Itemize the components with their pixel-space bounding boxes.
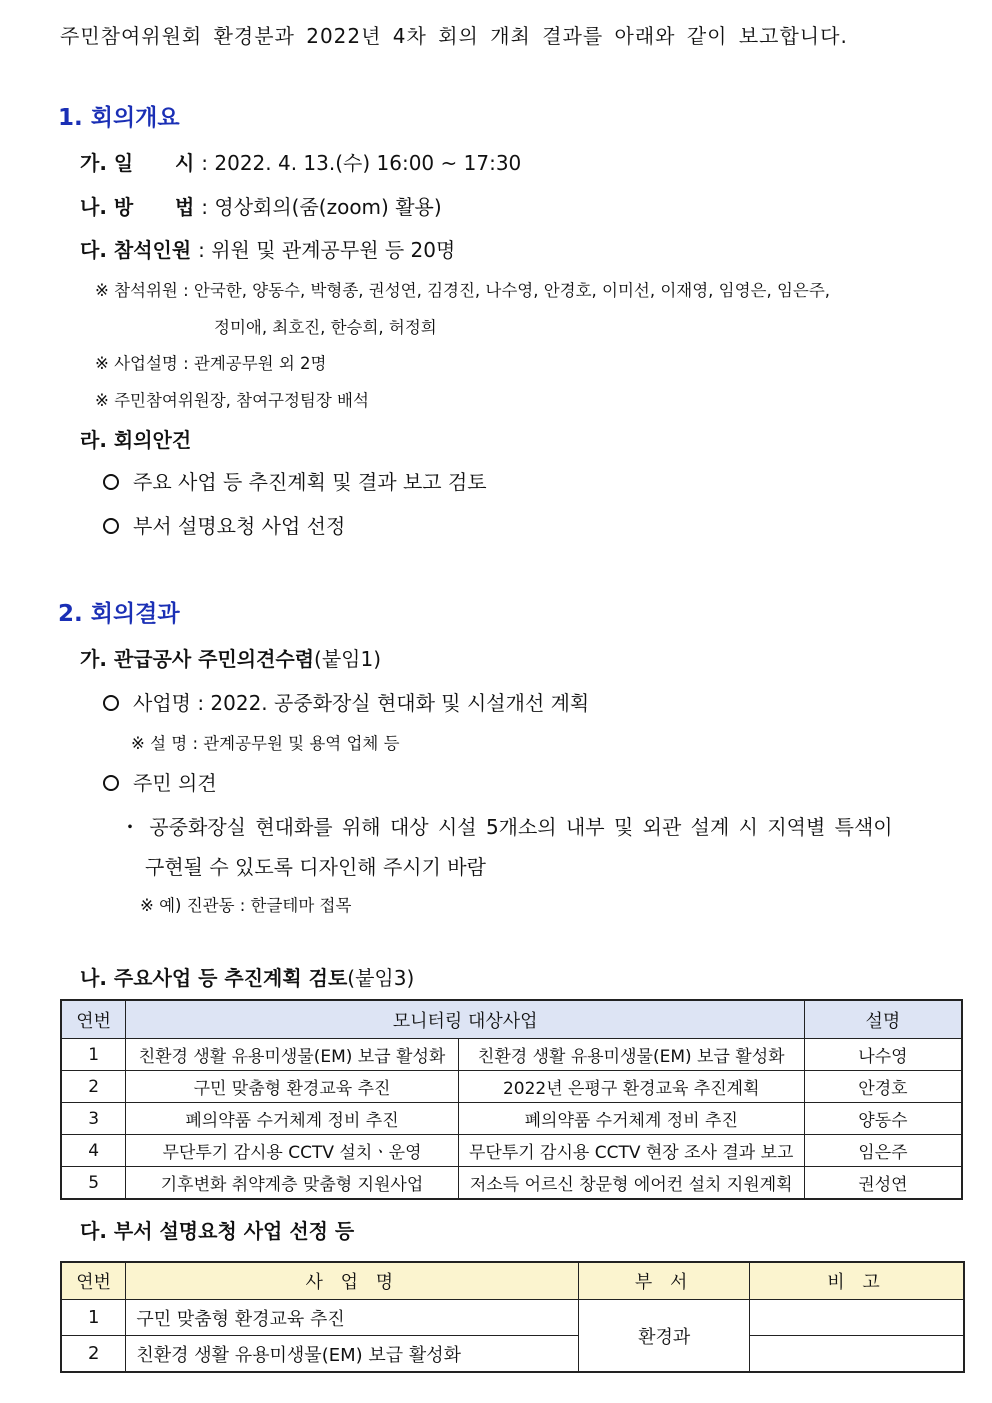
cell-presenter: 나수영 <box>804 1039 962 1071</box>
table-row <box>61 1039 962 1071</box>
circle-bullet-icon <box>103 775 119 791</box>
table-row <box>61 1300 964 1336</box>
cell-detail: 폐의약품 수거체계 정비 추진 <box>458 1103 804 1135</box>
header-project: 모니터링 대상사업 <box>126 1000 804 1039</box>
cell-department: 환경과 <box>579 1300 750 1373</box>
method-value: : 영상회의(줌(zoom) 활용) <box>201 195 442 219</box>
cell-project: 기후변화 취약계층 맞춤형 지원사업 <box>126 1167 458 1200</box>
project-note: ※ 설 명 : 관계공무원 및 용역 업체 등 <box>131 734 400 753</box>
monitoring-table <box>60 999 963 1200</box>
circle-bullet-icon <box>103 695 119 711</box>
cell-no: 4 <box>61 1135 126 1167</box>
cell-presenter: 안경호 <box>804 1071 962 1103</box>
cell-no: 2 <box>61 1071 126 1103</box>
table-row <box>61 1336 964 1373</box>
cell-project: 무단투기 감시용 CCTV 설치ㆍ운영 <box>126 1135 458 1167</box>
header-presenter: 설명 <box>804 1000 962 1039</box>
cell-detail: 2022년 은평구 환경교육 추진계획 <box>458 1071 804 1103</box>
agenda-item-text: 부서 설명요청 사업 선정 <box>133 514 346 538</box>
cell-project: 구민 맞춤형 환경교육 추진 <box>126 1300 579 1336</box>
note-presenters: ※ 사업설명 : 관계공무원 외 2명 <box>95 354 327 373</box>
agenda-item <box>103 466 487 495</box>
cell-presenter: 양동수 <box>804 1103 962 1135</box>
cell-no: 1 <box>61 1300 126 1336</box>
subsection-c-label: 다. 부서 설명요청 사업 선정 등 <box>80 1219 355 1243</box>
project-text: 사업명 : 2022. 공중화장실 현대화 및 시설개선 계획 <box>133 691 590 715</box>
header-department: 부 서 <box>579 1262 750 1300</box>
project-line <box>103 687 589 716</box>
cell-project: 폐의약품 수거체계 정비 추진 <box>126 1103 458 1135</box>
circle-bullet-icon <box>103 518 119 534</box>
cell-no: 2 <box>61 1336 126 1373</box>
subsection-a-label: 가. 관급공사 주민의견수렴 <box>80 647 315 671</box>
subsection-b-suffix: (붙임3) <box>347 966 415 990</box>
opinion-heading <box>103 767 217 796</box>
date-value: : 2022. 4. 13.(수) 16:00 ~ 17:30 <box>201 151 522 175</box>
agenda-item <box>103 510 345 539</box>
selection-table <box>60 1261 965 1373</box>
cell-presenter: 임은주 <box>804 1135 962 1167</box>
table-header-row <box>61 1262 964 1300</box>
date-label: 가. 일 시 <box>80 151 195 175</box>
cell-no: 1 <box>61 1039 126 1071</box>
table-row <box>61 1167 962 1200</box>
table-header-row <box>61 1000 962 1039</box>
table-row <box>61 1135 962 1167</box>
header-remarks: 비 고 <box>749 1262 964 1300</box>
cell-project: 구민 맞춤형 환경교육 추진 <box>126 1071 458 1103</box>
agenda-item-text: 주요 사업 등 추진계획 및 결과 보고 검토 <box>133 470 487 494</box>
header-no: 연번 <box>61 1262 126 1300</box>
example-note: ※ 예) 진관동 : 한글테마 접목 <box>140 896 352 915</box>
cell-detail: 저소득 어르신 창문형 에어컨 설치 지원계획 <box>458 1167 804 1200</box>
cell-remarks <box>749 1336 964 1373</box>
table-row <box>61 1103 962 1135</box>
subsection-b <box>80 962 414 991</box>
header-project: 사 업 명 <box>126 1262 579 1300</box>
table-row <box>61 1071 962 1103</box>
header-no: 연번 <box>61 1000 126 1039</box>
intro-text: 주민참여위원회 환경분과 2022년 4차 회의 개최 결과를 아래와 같이 보고합니다. <box>60 24 848 48</box>
note-attendee-list-cont: 정미애, 최호진, 한승희, 허정희 <box>214 318 437 337</box>
agenda-label: 라. 회의안건 <box>80 428 192 452</box>
subsection-a-suffix: (붙임1) <box>314 647 382 671</box>
cell-project: 친환경 생활 유용미생물(EM) 보급 활성화 <box>126 1336 579 1373</box>
note-attendee-list: ※ 참석위원 : 안국한, 양동수, 박형종, 권성연, 김경진, 나수영, 안경호, 이미선, 이재영, 임영은, 임은주, <box>95 281 831 300</box>
cell-no: 3 <box>61 1103 126 1135</box>
meeting-date <box>80 147 521 176</box>
cell-no: 5 <box>61 1167 126 1200</box>
cell-project: 친환경 생활 유용미생물(EM) 보급 활성화 <box>126 1039 458 1071</box>
note-observers: ※ 주민참여위원장, 참여구정팀장 배석 <box>95 391 369 410</box>
circle-bullet-icon <box>103 474 119 490</box>
meeting-method <box>80 191 442 220</box>
cell-remarks <box>749 1300 964 1336</box>
opinion-line-1: ・ 공중화장실 현대화를 위해 대상 시설 5개소의 내부 및 외관 설계 시 지역별 특색이 <box>120 815 893 839</box>
meeting-attendees <box>80 234 455 263</box>
attendees-value: : 위원 및 관계공무원 등 20명 <box>198 238 456 262</box>
subsection-a <box>80 643 381 672</box>
attendees-label: 다. 참석인원 <box>80 238 192 262</box>
subsection-b-label: 나. 주요사업 등 추진계획 검토 <box>80 966 348 990</box>
opinion-line-2: 구현될 수 있도록 디자인해 주시기 바람 <box>145 855 486 879</box>
section2-title: 2. 회의결과 <box>58 601 180 627</box>
cell-detail: 무단투기 감시용 CCTV 현장 조사 결과 보고 <box>458 1135 804 1167</box>
cell-detail: 친환경 생활 유용미생물(EM) 보급 활성화 <box>458 1039 804 1071</box>
method-label: 나. 방 법 <box>80 195 195 219</box>
cell-presenter: 권성연 <box>804 1167 962 1200</box>
opinion-label: 주민 의견 <box>133 771 217 795</box>
section1-title: 1. 회의개요 <box>58 105 180 131</box>
